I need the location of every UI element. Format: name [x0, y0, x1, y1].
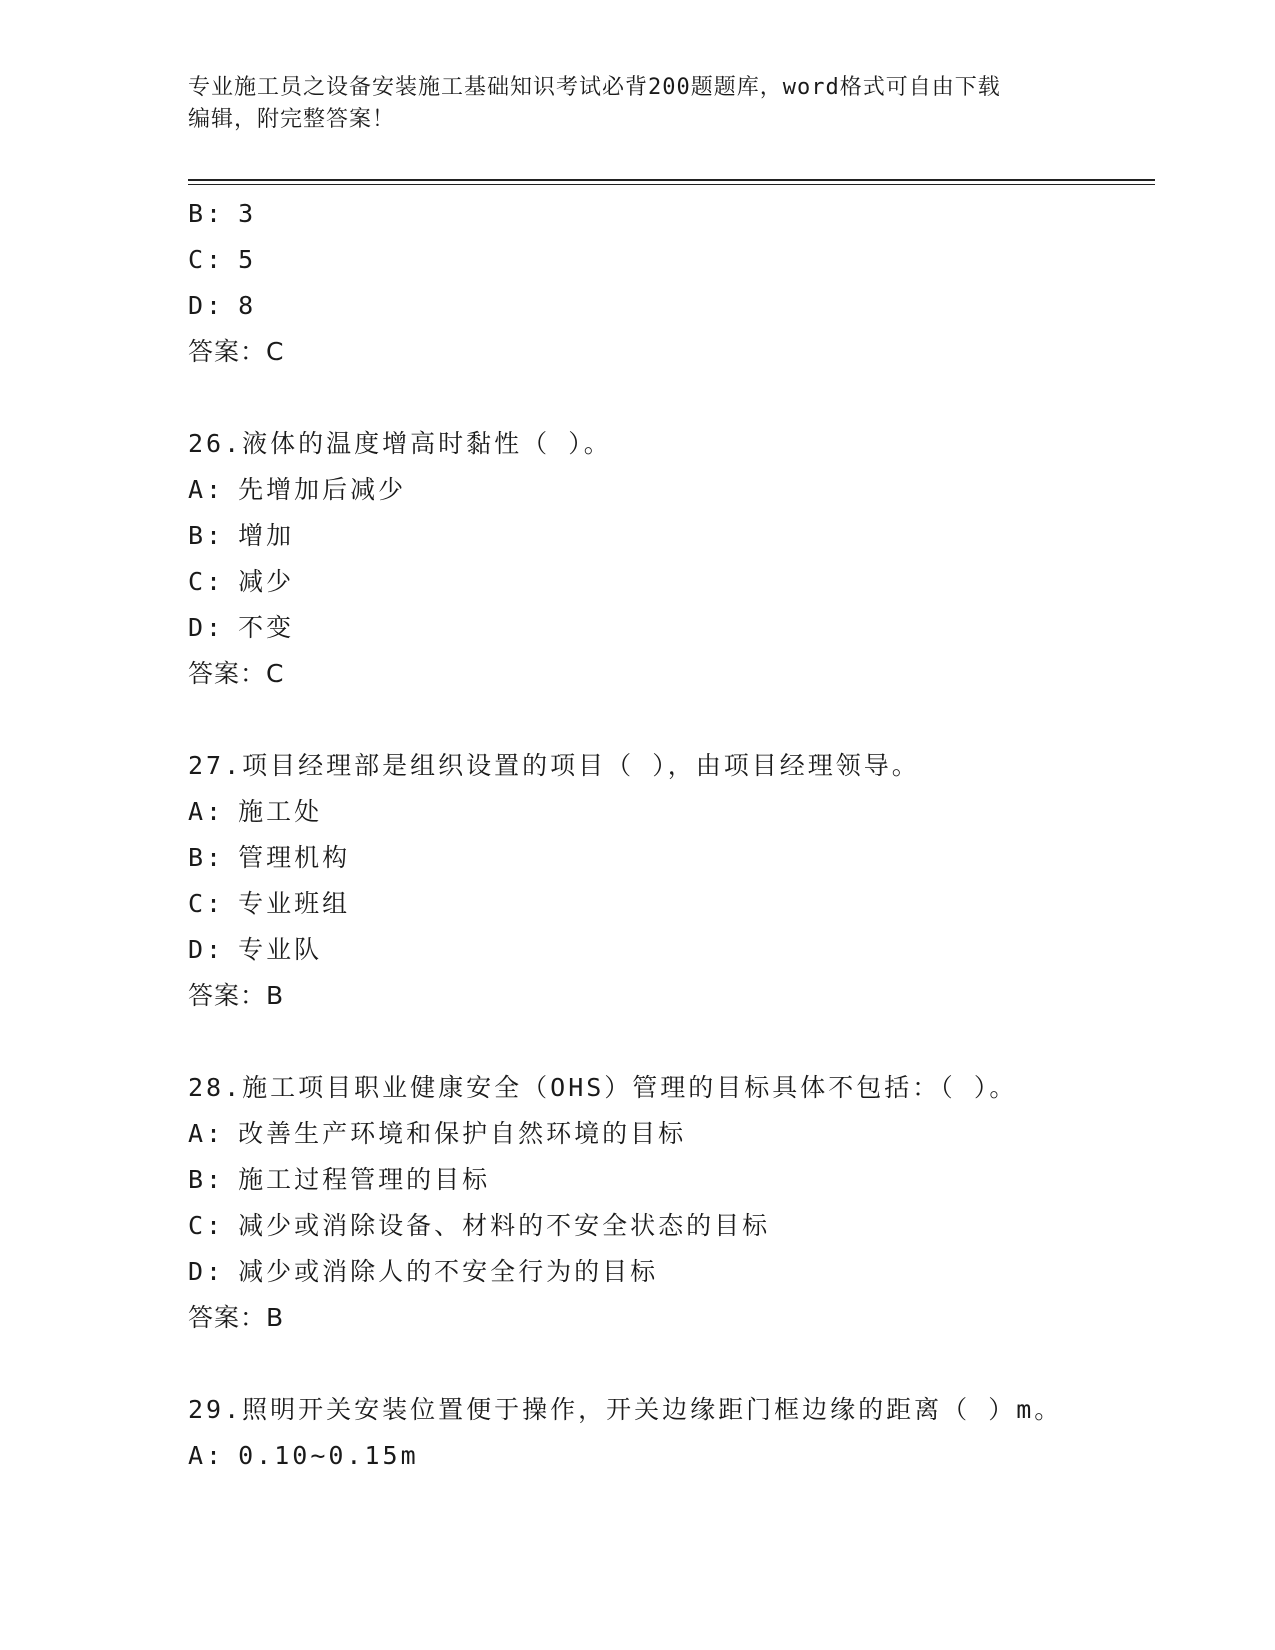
- question-number: 26.: [188, 429, 243, 458]
- option-row: [188, 1249, 1155, 1295]
- answer-value: C: [266, 659, 285, 688]
- answer-row: [188, 1295, 1155, 1341]
- option-row: [188, 283, 1155, 329]
- option-key: B:: [188, 843, 225, 872]
- question-item: [188, 1387, 1155, 1479]
- answer-row: [188, 651, 1155, 697]
- option-text: 专业队: [238, 935, 323, 964]
- question-list: [188, 191, 1155, 1479]
- option-row: [188, 1433, 1155, 1479]
- option-text: 改善生产环境和保护自然环境的目标: [238, 1119, 687, 1148]
- option-key: D:: [188, 291, 225, 320]
- option-text: 专业班组: [238, 889, 351, 918]
- option-text: 5: [238, 245, 257, 274]
- option-text: 减少: [238, 567, 295, 596]
- option-row: [188, 467, 1155, 513]
- answer-label: 答案：: [188, 981, 267, 1010]
- option-text: 先增加后减少: [238, 475, 407, 504]
- option-row: [188, 835, 1155, 881]
- option-text: 3: [238, 199, 257, 228]
- option-text: 减少或消除设备、材料的不安全状态的目标: [238, 1211, 771, 1240]
- option-row: [188, 1157, 1155, 1203]
- answer-row: [188, 329, 1155, 375]
- question-text: 项目经理部是组织设置的项目（ ），由项目经理领导。: [242, 751, 920, 780]
- option-row: [188, 559, 1155, 605]
- answer-row: [188, 973, 1155, 1019]
- header-divider-thin: [188, 184, 1155, 185]
- option-key: C:: [188, 567, 225, 596]
- question-stem: [188, 1065, 1155, 1111]
- header-divider-thick: [188, 179, 1155, 181]
- answer-label: 答案：: [188, 337, 267, 366]
- option-text: 增加: [238, 521, 295, 550]
- option-row: [188, 1111, 1155, 1157]
- question-stem: [188, 1387, 1155, 1433]
- option-key: A:: [188, 1119, 225, 1148]
- page-header: [188, 72, 1068, 136]
- question-number: 28.: [188, 1073, 243, 1102]
- option-row: [188, 789, 1155, 835]
- option-row: [188, 605, 1155, 651]
- option-text: 不变: [238, 613, 295, 642]
- option-key: C:: [188, 245, 225, 274]
- answer-value: C: [266, 337, 285, 366]
- option-text: 施工处: [238, 797, 323, 826]
- answer-value: B: [266, 1303, 285, 1332]
- option-key: B:: [188, 199, 225, 228]
- option-key: A:: [188, 475, 225, 504]
- question-stem: [188, 421, 1155, 467]
- question-text: 施工项目职业健康安全（OHS）管理的目标具体不包括：（ ）。: [242, 1073, 1018, 1102]
- question-stem: [188, 743, 1155, 789]
- option-row: [188, 1203, 1155, 1249]
- option-key: C:: [188, 1211, 225, 1240]
- question-number: 29.: [188, 1395, 243, 1424]
- option-key: B:: [188, 521, 225, 550]
- option-row: [188, 191, 1155, 237]
- option-text: 管理机构: [238, 843, 351, 872]
- question-item: [188, 421, 1155, 697]
- question-item: [188, 743, 1155, 1019]
- option-key: A:: [188, 797, 225, 826]
- option-key: D:: [188, 613, 225, 642]
- option-row: [188, 927, 1155, 973]
- option-key: A:: [188, 1441, 225, 1470]
- option-key: C:: [188, 889, 225, 918]
- answer-value: B: [266, 981, 285, 1010]
- answer-label: 答案：: [188, 659, 267, 688]
- question-item: [188, 1065, 1155, 1341]
- option-key: B:: [188, 1165, 225, 1194]
- option-text: 减少或消除人的不安全行为的目标: [238, 1257, 659, 1286]
- header-line-1: 专业施工员之设备安装施工基础知识考试必背200题题库，word格式可自由下载: [188, 75, 1001, 100]
- question-text: 照明开关安装位置便于操作，开关边缘距门框边缘的距离（ ）m。: [242, 1395, 1063, 1424]
- option-row: [188, 513, 1155, 559]
- answer-label: 答案：: [188, 1303, 267, 1332]
- question-number: 27.: [188, 751, 243, 780]
- question-text: 液体的温度增高时黏性（ ）。: [242, 429, 612, 458]
- option-text: 施工过程管理的目标: [238, 1165, 491, 1194]
- question-fragment: [188, 191, 1155, 375]
- option-key: D:: [188, 1257, 225, 1286]
- option-text: 8: [238, 291, 257, 320]
- option-row: [188, 237, 1155, 283]
- option-key: D:: [188, 935, 225, 964]
- header-line-2: 编辑，附完整答案！: [188, 107, 396, 132]
- option-text: 0.10~0.15m: [238, 1441, 419, 1470]
- option-row: [188, 881, 1155, 927]
